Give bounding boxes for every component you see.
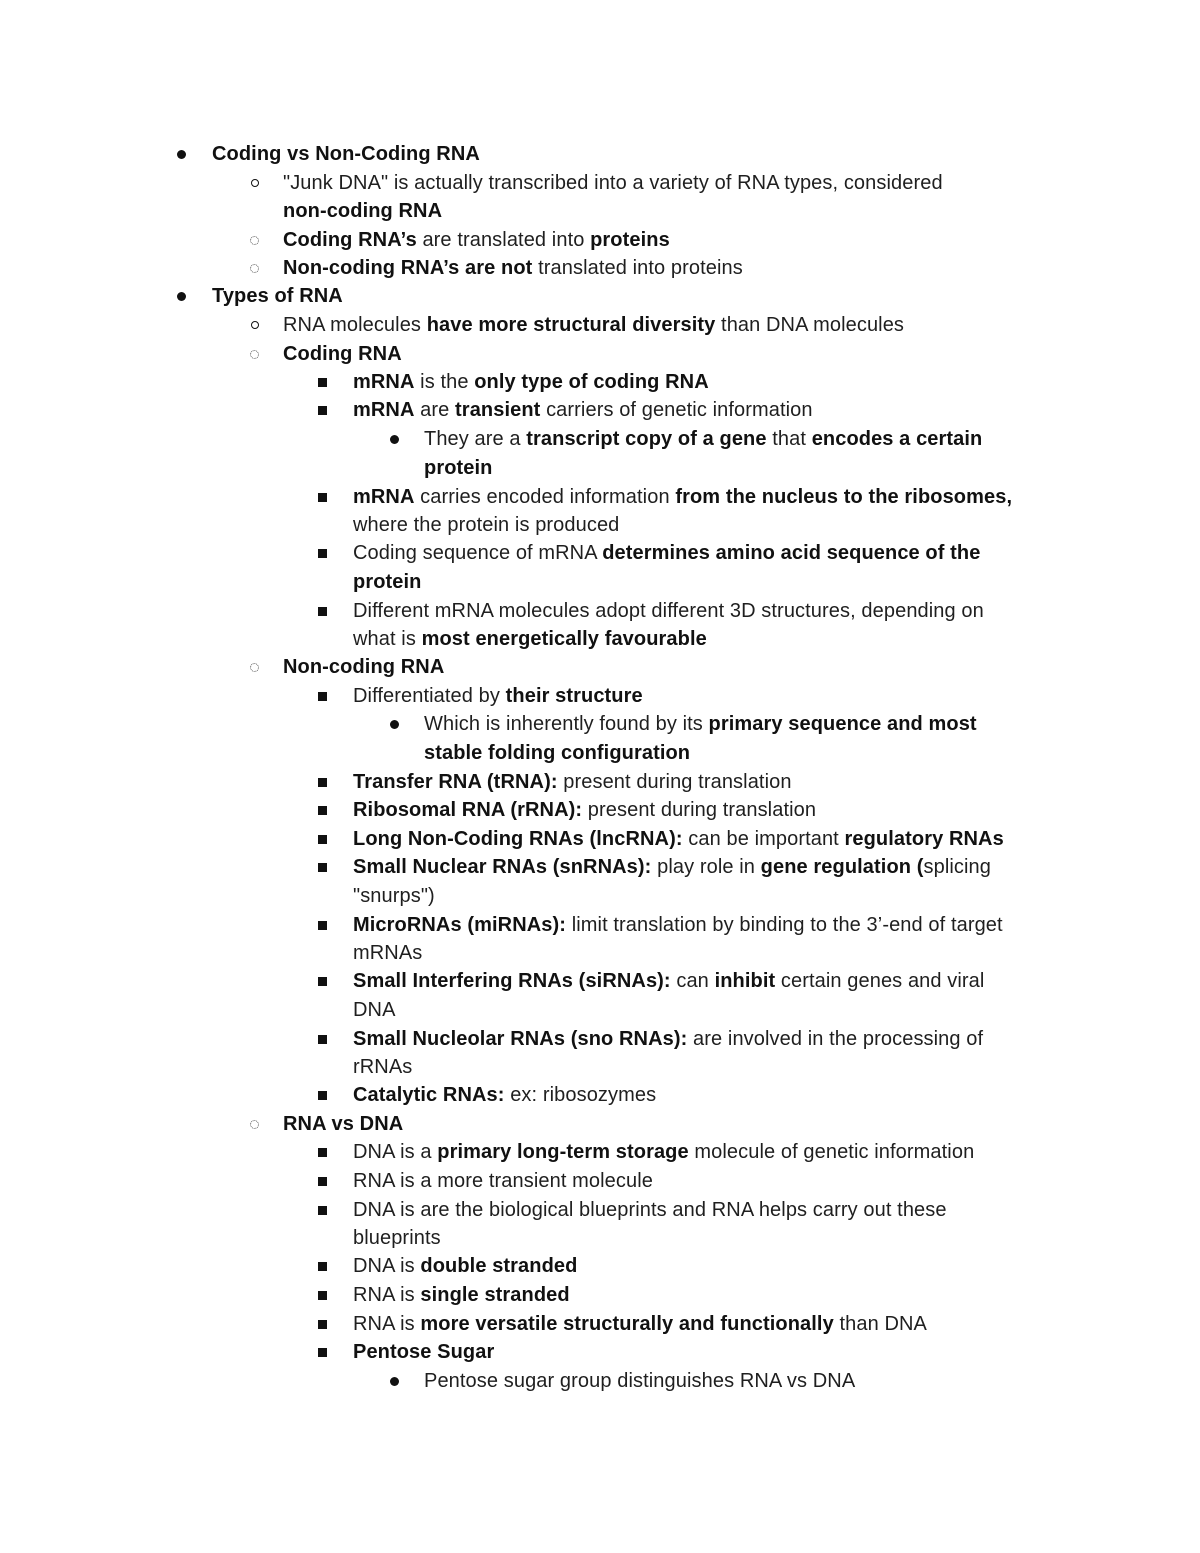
bullet-dotted-icon [250, 663, 259, 672]
text-run: molecule of genetic information [688, 1141, 975, 1163]
bullet-square-icon [318, 1291, 327, 1300]
bold-text-run: regulatory RNAs [844, 828, 1004, 850]
text-run: DNA is [353, 1255, 421, 1277]
bullet-disc-icon [177, 292, 186, 301]
outline-line [353, 568, 421, 596]
outline-line [283, 340, 402, 368]
bold-text-run: primary long-term storage [437, 1141, 689, 1163]
outline-line [353, 396, 813, 424]
bullet-square-icon [318, 692, 327, 701]
text-run: blueprints [353, 1227, 441, 1249]
outline-line [353, 1053, 412, 1081]
bullet-disc-icon [390, 720, 399, 729]
outline-line [424, 710, 977, 738]
text-run: "Junk DNA" is actually transcribed into a variety of RNA types, considered [283, 172, 943, 194]
outline-line [353, 539, 980, 567]
text-run: RNA is a more transient molecule [353, 1170, 653, 1192]
bold-text-run: only type of coding RNA [474, 371, 709, 393]
bold-text-run: from the nucleus to the ribosomes, [675, 486, 1013, 508]
bold-text-run: non-coding RNA [283, 200, 443, 222]
text-run: rRNAs [353, 1056, 413, 1078]
bold-text-run: Types of RNA [212, 285, 343, 307]
bold-text-run: double stranded [420, 1255, 578, 1277]
bold-text-run: Small Interfering RNAs (siRNAs): [353, 970, 671, 992]
outline-line [283, 653, 444, 681]
bullet-square-icon [318, 921, 327, 930]
bold-text-run: Long Non-Coding RNAs (lncRNA): [353, 828, 683, 850]
outline-line [353, 967, 984, 995]
text-run: carries encoded information [414, 486, 676, 508]
outline-line [353, 1081, 656, 1109]
bold-text-run: Transfer RNA (tRNA): [353, 771, 558, 793]
text-run: are involved in the processing of [687, 1028, 984, 1050]
outline-line [424, 425, 982, 453]
bold-text-run: mRNA [353, 371, 415, 393]
bold-text-run: stable folding configuration [424, 742, 691, 764]
text-run: limit translation by binding to the 3’-end of target [566, 914, 1003, 936]
bold-text-run: Coding vs Non-Coding RNA [212, 143, 480, 165]
outline-line [353, 1025, 983, 1053]
outline-line [353, 682, 643, 710]
bullet-disc-icon [390, 1377, 399, 1386]
outline-line [283, 254, 743, 282]
bold-text-run: Pentose Sugar [353, 1341, 495, 1363]
text-run: can [670, 970, 715, 992]
text-run: mRNAs [353, 942, 423, 964]
bold-text-run: Non-coding RNA’s are not [283, 257, 533, 279]
outline-line [353, 368, 709, 396]
bullet-dotted-icon [250, 350, 259, 359]
text-run: splicing [923, 856, 991, 878]
bold-text-run: transcript copy of a gene [526, 428, 767, 450]
text-run: "snurps") [353, 885, 435, 907]
text-run: DNA is a [353, 1141, 438, 1163]
text-run: Coding sequence of mRNA [353, 542, 603, 564]
outline-line [353, 882, 435, 910]
bullet-square-icon [318, 1348, 327, 1357]
bullet-square-icon [318, 1320, 327, 1329]
bold-text-run: protein [353, 571, 422, 593]
outline-line [283, 1110, 403, 1138]
text-run: present during translation [582, 799, 817, 821]
bold-text-run: determines amino acid sequence of the [602, 542, 981, 564]
outline-line [424, 454, 492, 482]
outline-line [212, 140, 480, 168]
outline-line [353, 939, 422, 967]
text-run: carriers of genetic information [540, 399, 813, 421]
outline-line [353, 1310, 927, 1338]
outline-line [353, 1138, 974, 1166]
bold-text-run: inhibit [714, 970, 776, 992]
text-run: RNA is [353, 1284, 421, 1306]
bold-text-run: most energetically favourable [421, 628, 707, 650]
text-run: ex: ribosozymes [504, 1084, 657, 1106]
outline-line [283, 311, 904, 339]
outline-line [353, 911, 1003, 939]
text-run: translated into proteins [532, 257, 743, 279]
bullet-square-icon [318, 549, 327, 558]
bullet-square-icon [318, 1091, 327, 1100]
outline-line [353, 1196, 947, 1224]
text-run: RNA is [353, 1313, 421, 1335]
outline-line [353, 1338, 494, 1366]
outline-line [353, 1224, 441, 1252]
bullet-square-icon [318, 1262, 327, 1271]
text-run: is the [414, 371, 475, 393]
outline-line [283, 197, 442, 225]
bullet-square-icon [318, 406, 327, 415]
bullet-square-icon [318, 378, 327, 387]
bullet-circle-icon [251, 179, 259, 187]
outline-line [353, 483, 1012, 511]
bold-text-run: single stranded [420, 1284, 570, 1306]
bold-text-run: Coding RNA’s [283, 229, 417, 251]
bold-text-run: Small Nucleolar RNAs (sno RNAs): [353, 1028, 688, 1050]
bold-text-run: Small Nuclear RNAs (snRNAs): [353, 856, 652, 878]
bold-text-run: protein [424, 457, 493, 479]
outline-line [283, 226, 670, 254]
bold-text-run: have more structural diversity [426, 314, 716, 336]
bullet-square-icon [318, 1177, 327, 1186]
bullet-square-icon [318, 1148, 327, 1157]
outline-line [353, 1281, 570, 1309]
outline-line [353, 825, 1004, 853]
bold-text-run: mRNA [353, 399, 415, 421]
outline-line [424, 1367, 855, 1395]
bold-text-run: Catalytic RNAs: [353, 1084, 505, 1106]
text-run: that [766, 428, 812, 450]
bold-text-run: encodes a certain [811, 428, 983, 450]
bullet-square-icon [318, 806, 327, 815]
bold-text-run: transient [455, 399, 541, 421]
text-run: DNA [353, 999, 396, 1021]
text-run: RNA molecules [283, 314, 427, 336]
bullet-square-icon [318, 778, 327, 787]
bullet-square-icon [318, 607, 327, 616]
text-run: than DNA [833, 1313, 927, 1335]
bullet-square-icon [318, 863, 327, 872]
text-run: Different mRNA molecules adopt different 3D structures, depending on [353, 600, 984, 622]
text-run: what is [353, 628, 422, 650]
text-run: are translated into [416, 229, 591, 251]
text-run: Pentose sugar group distinguishes RNA vs DNA [424, 1370, 856, 1392]
bold-text-run: Coding RNA [283, 343, 402, 365]
outline-line [212, 282, 343, 310]
text-run: are [414, 399, 456, 421]
bullet-disc-icon [177, 150, 186, 159]
text-run: present during translation [557, 771, 792, 793]
bullet-square-icon [318, 977, 327, 986]
bold-text-run: proteins [590, 229, 670, 251]
bullet-circle-icon [251, 321, 259, 329]
text-run: They are a [424, 428, 527, 450]
outline-line [353, 1252, 577, 1280]
bullet-square-icon [318, 493, 327, 502]
outline-line [353, 625, 707, 653]
text-run: certain genes and viral [775, 970, 985, 992]
outline-line [353, 853, 991, 881]
text-run: play role in [651, 856, 761, 878]
outline-line [353, 597, 984, 625]
bold-text-run: RNA vs DNA [283, 1113, 404, 1135]
bold-text-run: their structure [505, 685, 643, 707]
bold-text-run: gene regulation ( [760, 856, 924, 878]
bullet-square-icon [318, 1206, 327, 1215]
text-run: DNA is are the biological blueprints and RNA helps carry out these [353, 1199, 947, 1221]
outline-line [353, 511, 619, 539]
bold-text-run: Ribosomal RNA (rRNA): [353, 799, 583, 821]
bold-text-run: MicroRNAs (miRNAs): [353, 914, 567, 936]
bold-text-run: more versatile structurally and functionally [420, 1313, 834, 1335]
bold-text-run: primary sequence and most [708, 713, 977, 735]
outline-line [424, 739, 690, 767]
bullet-disc-icon [390, 435, 399, 444]
text-run: where the protein is produced [353, 514, 620, 536]
text-run: Which is inherently found by its [424, 713, 709, 735]
bold-text-run: Non-coding RNA [283, 656, 445, 678]
bold-text-run: mRNA [353, 486, 415, 508]
outline-line [353, 796, 816, 824]
outline-line [353, 768, 792, 796]
text-run: than DNA molecules [715, 314, 905, 336]
bullet-square-icon [318, 835, 327, 844]
text-run: can be important [682, 828, 845, 850]
outline-line [353, 1167, 653, 1195]
text-run: Differentiated by [353, 685, 506, 707]
bullet-square-icon [318, 1035, 327, 1044]
outline-line [283, 169, 943, 197]
bullet-dotted-icon [250, 264, 259, 273]
bullet-dotted-icon [250, 1120, 259, 1129]
outline-line [353, 996, 396, 1024]
bullet-dotted-icon [250, 236, 259, 245]
